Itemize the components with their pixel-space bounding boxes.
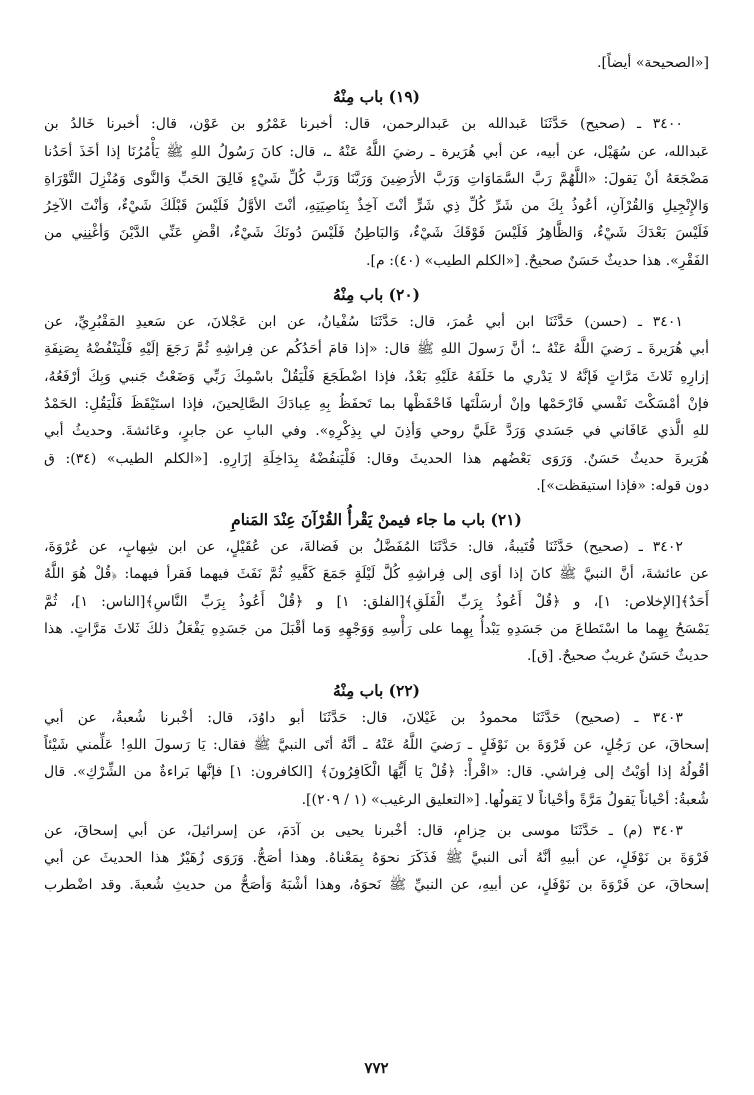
hadith-3403m bbox=[44, 818, 709, 900]
section-22 bbox=[44, 677, 709, 814]
text-line: الفَقْرِ». هذا حديثٌ حَسَنٌ صحيحٌ. [«الكلم الطيب» (٤٠): م]. bbox=[366, 252, 709, 269]
text-line: فَرْوَةَ بن نَوْفَلٍ، عن أبيهِ أنَّهُ أتى النبيَّ ﷺ فَذَكَرَ نحوَهُ بِمَعْناهُ. وهذا أصَحُّ. وَرَوَى زُهَيْرٌ هذا الحديثَ عن أبي bbox=[44, 850, 709, 867]
text-line: ٣٤٠١ ـ (حسن) حَدَّثَنَا ابن أبي عُمرَ، قال: حَدَّثَنَا سُفْيانُ، عن ابن عَجْلانَ، عن سَعيدِ المَقْبُرِيِّ، عن bbox=[44, 314, 683, 331]
section-heading: (٢١) باب ما جاء فيمنْ يَقْرأُ القُرْآنَ عِنْدَ المَنامِ bbox=[231, 510, 522, 530]
top-note: [«الصحيحة» أيضاً]. bbox=[597, 55, 709, 71]
text-line: شُعبةُ: أحْياناً يَقولُ مَرَّةً وأحْياناً لا يَقولُها. [«التعليق الرغيب» (١ / ٢٠٩)]. bbox=[301, 791, 709, 808]
text-line: أَحَدٌ﴾[الإخلاص: ١]، و ﴿قُلْ أَعُوذُ بِرَبِّ الْفَلَقِ﴾[الفلق: ١] و ﴿قُلْ أَعُوذُ بِرَبِّ النَّاسِ﴾[الناس: ١]، ثُمَّ bbox=[44, 593, 709, 610]
text-line: عن عائشةَ، أنَّ النبيَّ ﷺ كانَ إذا أوَى إلى فِراشِهِ كُلَّ لَيْلَةٍ جَمَعَ كَفَّيهِ ثُمَّ نَفَثَ فيهما فَقرأ فيهما: ﴿قُلْ هُوَ اللَّهُ bbox=[44, 566, 709, 583]
text-line: ٣٤٠٣ ـ (صحيح) حَدَّثَنَا محمودُ بن غَيْلانَ، قال: حَدَّثَنَا أبو داوُدَ، قال: أخْبرنا شُعبةُ، عن أبي bbox=[44, 709, 683, 726]
section-heading: (١٩) باب مِنْهُ bbox=[332, 87, 421, 107]
text-line: وَالإِنْجِيلِ وَالقُرْآنِ، أعُوذُ بِكَ من شَرِّ كُلِّ ذِي شَرٍّ أنْتَ آخِذٌ بِنَاصِيَتِهِ، أنْتَ الأوَّلُ فَلَيْسَ قَبْلَكَ شَيْءٌ، وَأنْتَ الآخِرُ bbox=[44, 198, 709, 215]
text-line: أقُولُهُ إذا أوَيْتُ إلى فِراشي. قال: «اقْرأْ: ﴿قُلْ يَا أَيُّهَا الْكَافِرُونَ﴾ [الكافرون: ١] فإنَّها بَراءةٌ من الشِّرْكِ». قال bbox=[44, 764, 709, 781]
text-line: يَمْسَحُ بِهِما ما اسْتَطاعَ من جَسَدِهِ يَبْدأُ بِهِما على رَأْسِهِ وَوَجْهِهِ وَما أقْبَلَ من جَسَدِهِ يَفْعَلُ ذلكَ ثَلاثَ مَرَّاتٍ. هذا bbox=[44, 621, 709, 638]
section-20 bbox=[44, 281, 709, 500]
text-line: فَلَيْسَ بَعْدَكَ شَيْءٌ، وَالظَّاهِرُ فَلَيْسَ فَوْقَكَ شَيْءٌ، وَالبَاطِنُ فَلَيْسَ دُونَكَ شَيْءٌ، اقْضِ عَنِّي الدَّيْنَ وَأغْنِنِي من bbox=[44, 225, 709, 242]
text-line: دون قوله: «فإذا استيقظت»]. bbox=[536, 477, 709, 494]
page-number: ٧٧٢ bbox=[364, 1058, 389, 1077]
text-line: إزارِهِ ثَلاثَ مَرَّاتٍ فَإنَّهُ لا يَدْري ما خَلَفَهُ عَلَيْهِ بَعْدُ، فإذا اضْطَجَعَ فَلْيَقُلْ باسْمِكَ رَبِّي وَضَعْتُ جَنبي وَبِكَ أرْفَعُهُ، bbox=[44, 368, 709, 385]
text-line: فإنْ أمْسَكْتَ نَفْسي فَارْحَمْها وإنْ أرسَلْتَها فَاحْفَظْها بما تَحفَظُ بِهِ عِبادَكَ الصَّالِحينَ، فإذا استَيْقَظَ فَلْيَقُلِ: الحَمْدُ bbox=[44, 395, 709, 412]
text-line: إسحاقَ، عن فَرْوَةَ بن نَوْفَلٍ، عن أبيهِ، عن النبيِّ ﷺ نَحوَهُ، وهذا أشْبَهُ وَأصَحُّ من حديثِ شُعبةَ. وقد اضْطرب bbox=[44, 877, 709, 894]
text-line: مَضْجَعَهُ أنْ يَقولَ: «اللَّهُمَّ رَبَّ السَّمَاوَاتِ وَرَبَّ الأرَضِينَ وَرَبَّنَا وَرَبَّ كُلِّ شَيْءٍ فَالِقَ الحَبِّ وَالنَّوى وَمُنْزِلَ التَّوْرَاةِ bbox=[44, 170, 709, 187]
text-line: للهِ الَّذي عَافَاني في جَسَدي وَرَدَّ عَلَيَّ روحي وَأذِنَ لي بِذِكْرِهِ». وفي البابِ عن جابرٍ، وعَائشةَ. وحديثُ أبي bbox=[44, 423, 709, 440]
text-line: إسحاقَ، عن رَجُلٍ، عن فَرْوَةَ بن نَوْفَلٍ ـ رَضيَ اللَّهُ عَنْهُ ـ أنَّهُ أتَى النبيَّ ﷺ فقال: يَا رَسولَ اللهِ! عَلِّمني شَيْئاً bbox=[44, 736, 709, 753]
text-line: عَبدالله، عن سُهَيْل، عن أبيه، عن أبي هُرَيرة ـ رضيَ اللَّهُ عَنْهُ ـ، قال: كانَ رَسُولُ اللهِ ﷺ يَأْمُرُنَا إذا أخَذَ أحَدُنا bbox=[44, 143, 709, 160]
text-line: ٣٤٠٢ ـ (صحيح) حَدَّثَنَا قُتَيبةُ، قال: حَدَّثَنَا المُفَضَّلُ بن فَضالةَ، عن عُقَيْلٍ، عن ابن شِهابٍ، عن عُرْوَةَ، bbox=[44, 539, 683, 556]
text-line: ٣٤٠٣ (م) ـ حَدَّثَنَا موسى بن حِزامٍ، قال: أخْبرنا يحيى بن آدَمَ، عن إسرائيلَ، عن أبي إسحاقَ، عن bbox=[44, 822, 683, 839]
text-line: أبي هُرَيرةَ ـ رَضيَ اللَّهُ عَنْهُ ـ؛ أنَّ رَسولَ اللهِ ﷺ قال: «إذا قامَ أحَدُكُم عن فِراشِهِ ثُمَّ رَجَعَ إلَيْهِ فَلْيَنْفُضْهُ بِصَنِفَةِ bbox=[44, 341, 709, 358]
section-heading: (٢٢) باب مِنْهُ bbox=[332, 680, 421, 700]
text-line: ٣٤٠٠ ـ (صحيح) حَدَّثَنَا عَبدالله بن عَبدالرحمن، قال: أخبرنا عَمْرُو بن عَوْن، قال: أخبرنا خَالدُ بن bbox=[44, 116, 683, 133]
section-19 bbox=[44, 83, 709, 275]
text-line: حديثٌ حَسَنٌ غريبٌ صحيحٌ. [ق]. bbox=[526, 648, 709, 665]
text-line: هُرَيرةَ حديثٌ حَسَنٌ. وَرَوَى بَعْضُهم هذا الحديثَ وقال: فَلْيَنفُضْهُ بِدَاخِلَةِ إزَارِهِ. [«الكلم الطيب» (٣٤): ق bbox=[44, 450, 709, 467]
book-page bbox=[44, 50, 709, 1080]
section-21 bbox=[44, 506, 709, 670]
section-heading: (٢٠) باب مِنْهُ bbox=[332, 285, 421, 305]
